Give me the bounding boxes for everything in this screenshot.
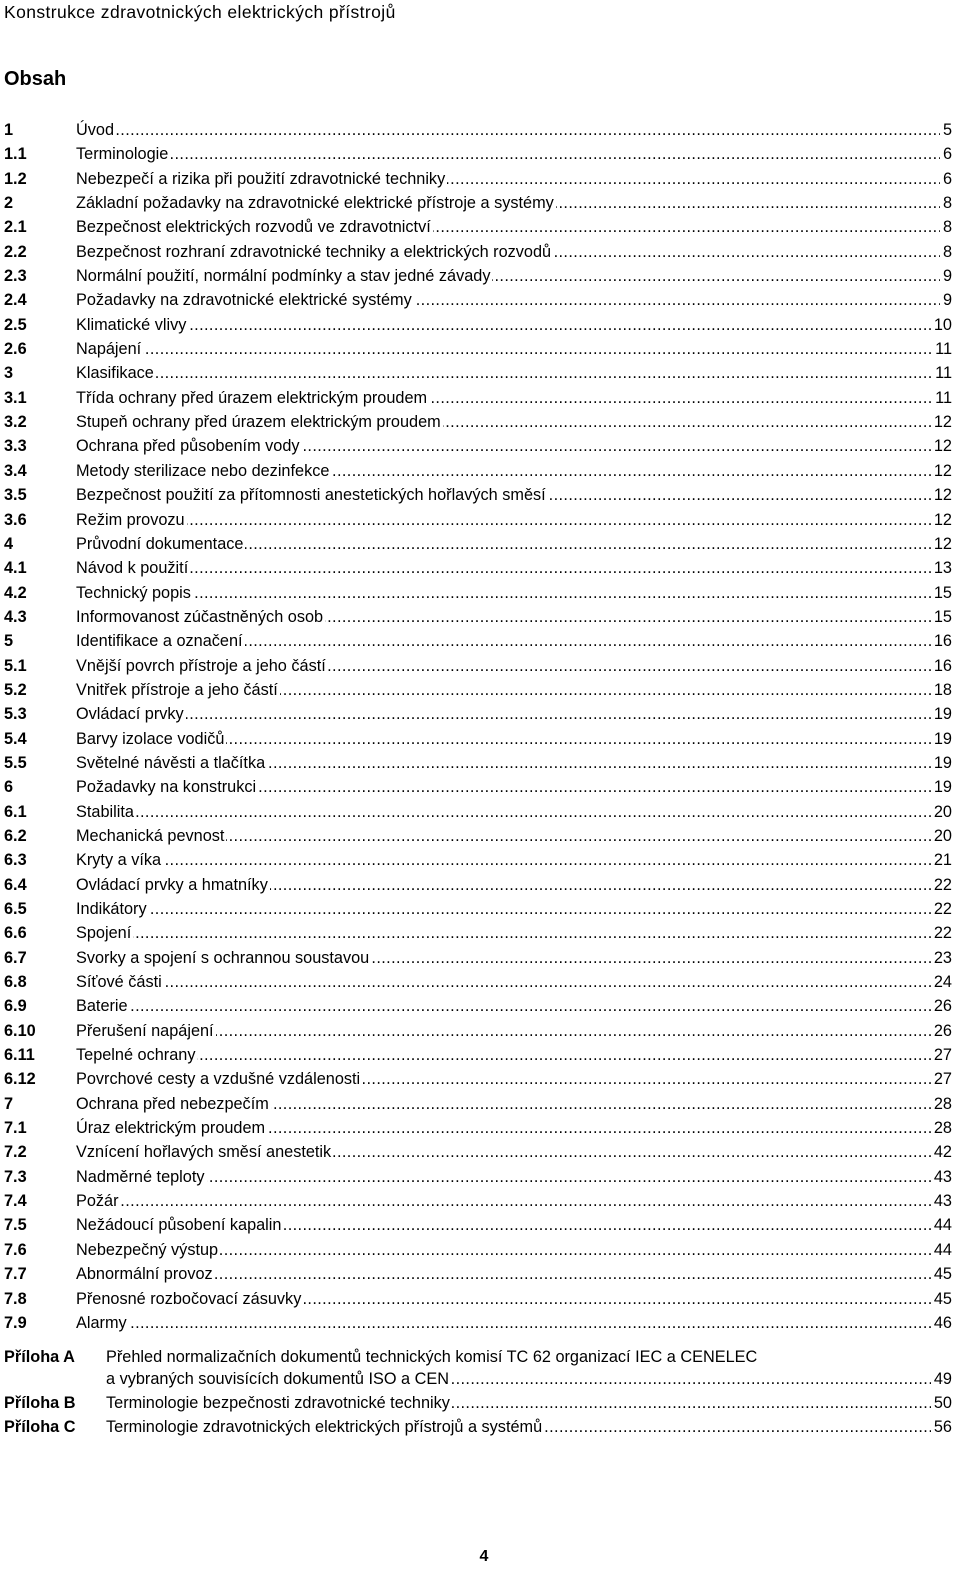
toc-entry-number: 7.6 — [4, 1240, 27, 1259]
toc-entry[interactable] — [4, 702, 952, 726]
toc-entry-label: Terminologie — [76, 145, 169, 164]
toc-entry-page: 15 — [931, 581, 952, 605]
toc-entry-page: 22 — [931, 873, 952, 897]
toc-entry[interactable] — [4, 1092, 952, 1116]
toc-entry-label: Režim provozu — [76, 510, 185, 529]
toc-entry-label: Přerušení napájení — [76, 1021, 214, 1040]
toc-entry-page: 12 — [931, 532, 952, 556]
toc-entry-leader — [76, 1043, 952, 1067]
toc-entry-number: 1 — [4, 121, 14, 139]
toc-entry[interactable] — [4, 556, 952, 580]
toc-entry-leader — [76, 1287, 952, 1311]
toc-entry-number: 6.3 — [4, 851, 27, 870]
toc-entry-page: 12 — [931, 434, 952, 458]
toc-entry-label: Bezpečnost použití za přítomnosti anestetických hořlavých směsí — [76, 486, 546, 505]
toc-entry[interactable] — [4, 337, 952, 361]
toc-entry-page: 22 — [931, 921, 952, 945]
toc-entry[interactable] — [4, 1165, 952, 1189]
toc-entry-label: Požár — [76, 1192, 119, 1211]
appendix-number: Příloha A — [4, 1348, 75, 1366]
toc-entry-label: Tepelné ochrany — [76, 1046, 196, 1065]
toc-entry-label: Úraz elektrickým proudem — [76, 1119, 266, 1138]
toc-entry-label: Povrchové cesty a vzdušné vzdálenosti — [76, 1070, 361, 1089]
toc-entry-leader — [76, 142, 952, 166]
toc-entry-label: Mechanická pevnost — [76, 826, 225, 845]
toc-entry-leader — [76, 921, 952, 945]
toc-entry-leader — [76, 775, 952, 799]
toc-entry-label: Požadavky na zdravotnické elektrické systémy — [76, 291, 412, 310]
toc-entry-leader — [76, 678, 952, 702]
toc-entry[interactable] — [4, 410, 952, 434]
toc-entry-number: 3.2 — [4, 413, 27, 432]
toc-entry-number: 2.4 — [4, 291, 27, 310]
toc-entry-page: 42 — [931, 1140, 952, 1164]
toc-entry-label: Ochrana před působením vody — [76, 437, 300, 456]
toc-entry[interactable] — [4, 581, 952, 605]
toc-entry-page: 16 — [931, 654, 952, 678]
toc-entry-number: 6.12 — [4, 1070, 36, 1089]
toc-entry[interactable] — [4, 873, 952, 897]
toc-entry-page: 26 — [931, 994, 952, 1018]
toc-entry-label: Nežádoucí působení kapalin — [76, 1216, 282, 1235]
toc-entry-leader — [76, 167, 952, 191]
toc-entry-leader — [76, 800, 952, 824]
toc-entry-number: 6.11 — [4, 1046, 35, 1065]
toc-entry[interactable] — [4, 313, 952, 337]
toc-entry[interactable] — [4, 751, 952, 775]
toc-entry[interactable] — [4, 1311, 952, 1335]
toc-entry-page: 10 — [931, 313, 952, 337]
toc-entry-label: Svorky a spojení s ochrannou soustavou — [76, 948, 370, 967]
toc-entry-page: 43 — [931, 1189, 952, 1213]
toc-entry-number: 2.5 — [4, 315, 27, 334]
toc-entry-leader — [76, 897, 952, 921]
toc-entry-leader — [76, 1019, 952, 1043]
toc-entry-number: 7.4 — [4, 1192, 27, 1211]
table-of-contents — [4, 118, 952, 1335]
appendix-page: 50 — [931, 1392, 952, 1414]
toc-entry-page: 45 — [931, 1262, 952, 1286]
toc-entry-number: 3.3 — [4, 437, 27, 456]
toc-entry-page: 6 — [940, 167, 952, 191]
toc-entry-number: 6.5 — [4, 900, 27, 918]
toc-title: Obsah — [4, 68, 67, 90]
toc-entry-number: 6.10 — [4, 1021, 36, 1040]
appendix-c[interactable] — [4, 1416, 952, 1440]
toc-entry-label: Klasifikace — [76, 364, 154, 383]
toc-entry-number: 3 — [4, 364, 14, 383]
toc-entry-leader — [76, 434, 952, 458]
toc-entry-label: Spojení — [76, 924, 132, 943]
toc-entry-number: 5 — [4, 632, 14, 651]
toc-entry-label: Nadměrné teploty — [76, 1167, 205, 1186]
toc-entry-label: Napájení — [76, 340, 142, 359]
toc-entry[interactable] — [4, 605, 952, 629]
toc-entry-page: 24 — [931, 970, 952, 994]
toc-entry-number: 6.9 — [4, 997, 27, 1016]
toc-entry[interactable] — [4, 1043, 952, 1067]
toc-entry[interactable] — [4, 1067, 952, 1091]
toc-entry-page: 5 — [940, 118, 952, 142]
toc-entry-leader — [76, 848, 952, 872]
toc-entry[interactable] — [4, 1262, 952, 1286]
toc-entry-page: 20 — [931, 824, 952, 848]
appendix-number: Příloha C — [4, 1418, 76, 1437]
toc-entry-leader — [76, 824, 952, 848]
toc-entry-label: Světelné návěsti a tlačítka — [76, 753, 266, 772]
toc-entry-label: Síťové části — [76, 973, 162, 992]
toc-entry[interactable] — [4, 434, 952, 458]
toc-entry-label: Vnitřek přístroje a jeho částí — [76, 680, 278, 699]
toc-entry-leader — [76, 240, 952, 264]
toc-entry-leader — [76, 191, 952, 215]
toc-entry[interactable] — [4, 142, 952, 166]
toc-entry-leader — [76, 483, 952, 507]
appendix-page: 56 — [931, 1416, 952, 1438]
toc-entry-page: 19 — [931, 775, 952, 799]
toc-entry-number: 2.2 — [4, 242, 27, 261]
toc-entry-number: 4.1 — [4, 559, 27, 578]
toc-entry[interactable] — [4, 1140, 952, 1164]
toc-entry-leader — [76, 946, 952, 970]
toc-entry[interactable] — [4, 1116, 952, 1140]
toc-entry-page: 11 — [932, 337, 952, 361]
toc-entry-number: 6 — [4, 778, 14, 797]
toc-entry-leader — [76, 581, 952, 605]
toc-entry-page: 44 — [931, 1213, 952, 1237]
toc-entry[interactable] — [4, 921, 952, 945]
toc-entry[interactable] — [4, 654, 952, 678]
toc-entry-number: 4.3 — [4, 607, 27, 626]
toc-entry[interactable] — [4, 1189, 952, 1213]
toc-entry-number: 7 — [4, 1094, 14, 1113]
toc-entry-number: 7.8 — [4, 1289, 27, 1308]
toc-entry-label: Abnormální provoz — [76, 1265, 213, 1284]
toc-entry-number: 6.7 — [4, 948, 27, 967]
toc-entry-leader — [76, 994, 952, 1018]
toc-entry-page: 18 — [931, 678, 952, 702]
toc-entry-label: Základní požadavky na zdravotnické elektrické přístroje a systémy — [76, 194, 554, 213]
toc-entry-number: 5.5 — [4, 753, 27, 772]
toc-entry-number: 7.9 — [4, 1313, 27, 1332]
toc-entry[interactable] — [4, 264, 952, 288]
toc-entry-leader — [76, 264, 952, 288]
toc-entry-label: Třída ochrany před úrazem elektrickým proudem — [76, 388, 428, 407]
toc-entry-label: Nebezpečí a rizika při použití zdravotnické techniky — [76, 169, 446, 188]
toc-entry-number: 3.5 — [4, 486, 27, 505]
toc-entry-leader — [76, 118, 952, 142]
toc-entry-leader — [76, 751, 952, 775]
toc-entry-label: Vnější povrch přístroje a jeho částí — [76, 656, 326, 675]
toc-entry-page: 28 — [931, 1116, 952, 1140]
toc-entry-page: 9 — [940, 264, 952, 288]
toc-entry-page: 8 — [940, 215, 952, 239]
toc-entry-number: 3.1 — [4, 388, 27, 407]
toc-entry-number: 6.4 — [4, 875, 27, 894]
toc-entry-number: 7.7 — [4, 1265, 27, 1284]
toc-entry-number: 2.1 — [4, 218, 27, 237]
toc-entry-number: 6.1 — [4, 802, 27, 821]
toc-entry-page: 19 — [931, 751, 952, 775]
toc-entry-page: 45 — [931, 1287, 952, 1311]
toc-entry-label: Návod k použití — [76, 559, 189, 578]
toc-entry-leader — [76, 654, 952, 678]
toc-entry-leader — [76, 1311, 952, 1335]
toc-entry-label: Alarmy — [76, 1313, 127, 1332]
toc-entry-number: 3.4 — [4, 461, 27, 480]
toc-entry-leader — [76, 337, 952, 361]
page-number: 4 — [479, 1548, 489, 1565]
toc-entry-page: 46 — [931, 1311, 952, 1335]
toc-entry-number: 6.8 — [4, 973, 27, 992]
toc-entry-label: Informovanost zúčastněných osob — [76, 607, 324, 626]
toc-entry-label: Klimatické vlivy — [76, 315, 187, 334]
toc-entry[interactable] — [4, 727, 952, 751]
toc-entry-page: 26 — [931, 1019, 952, 1043]
toc-entry-label: Úvod — [76, 121, 115, 139]
toc-entry-leader — [76, 556, 952, 580]
toc-entry-leader — [76, 629, 952, 653]
toc-entry[interactable] — [4, 459, 952, 483]
toc-entry-number: 7.2 — [4, 1143, 27, 1162]
toc-entry-leader — [76, 1165, 952, 1189]
toc-entry-leader — [76, 1116, 952, 1140]
toc-entry[interactable] — [4, 240, 952, 264]
toc-entry-label: Technický popis — [76, 583, 191, 602]
appendix-number: Příloha B — [4, 1394, 76, 1412]
toc-entry-page: 11 — [932, 361, 952, 385]
toc-entry-label: Identifikace a označení — [76, 632, 243, 651]
toc-entry-number: 7.1 — [4, 1119, 27, 1138]
toc-entry-label: Ochrana před nebezpečím — [76, 1094, 269, 1113]
toc-entry[interactable] — [4, 118, 952, 142]
toc-entry-leader — [76, 605, 952, 629]
appendix-page: 49 — [931, 1368, 952, 1390]
toc-entry-page: 22 — [931, 897, 952, 921]
toc-entry-page: 23 — [931, 946, 952, 970]
toc-entry-page: 19 — [931, 702, 952, 726]
toc-entry[interactable] — [4, 1213, 952, 1237]
toc-entry-leader — [76, 508, 952, 532]
toc-entry-label: Indikátory — [76, 900, 147, 918]
toc-entry-leader — [76, 1067, 952, 1091]
toc-entry-label: Baterie — [76, 997, 128, 1016]
toc-entry-label: Průvodní dokumentace — [76, 534, 244, 553]
toc-entry-number: 4 — [4, 534, 14, 553]
toc-entry-page: 13 — [931, 556, 952, 580]
toc-entry[interactable] — [4, 1287, 952, 1311]
toc-entry-label: Ovládací prvky a hmatníky — [76, 875, 268, 894]
toc-entry-label: Kryty a víka — [76, 851, 162, 870]
toc-entry[interactable] — [4, 215, 952, 239]
toc-entry[interactable] — [4, 678, 952, 702]
toc-entry-label: Nebezpečný výstup — [76, 1240, 219, 1259]
toc-entry-page: 15 — [931, 605, 952, 629]
toc-entry-number: 6.6 — [4, 924, 27, 943]
toc-entry-number: 2.6 — [4, 340, 27, 359]
toc-entry-label: Bezpečnost elektrických rozvodů ve zdravotnictví — [76, 218, 431, 237]
toc-entry-leader — [76, 313, 952, 337]
toc-entry-page: 11 — [932, 386, 952, 410]
toc-entry-leader — [76, 1238, 952, 1262]
toc-entry-leader — [76, 215, 952, 239]
toc-entry-leader — [76, 1213, 952, 1237]
toc-entry-leader — [76, 1140, 952, 1164]
toc-entry-page: 28 — [931, 1092, 952, 1116]
toc-entry[interactable] — [4, 946, 952, 970]
toc-entry-label: Požadavky na konstrukci — [76, 778, 257, 797]
toc-entry-leader — [76, 410, 952, 434]
toc-entry[interactable] — [4, 361, 952, 385]
toc-entry-number: 6.2 — [4, 826, 27, 845]
appendix-title: Přehled normalizačních dokumentů technických komisí TC 62 organizací IEC a CENELEC — [106, 1348, 758, 1366]
toc-entry-leader — [76, 1092, 952, 1116]
toc-entry[interactable] — [4, 191, 952, 215]
toc-entry-number: 7.5 — [4, 1216, 27, 1235]
toc-entry[interactable] — [4, 483, 952, 507]
toc-entry-leader — [76, 1262, 952, 1286]
toc-entry-leader — [76, 288, 952, 312]
toc-entry[interactable] — [4, 800, 952, 824]
appendix-b[interactable] — [4, 1392, 952, 1416]
toc-entry-leader — [76, 532, 952, 556]
toc-entry-page: 20 — [931, 800, 952, 824]
appendix-title: Terminologie bezpečnosti zdravotnické techniky — [106, 1394, 450, 1412]
toc-entry-label: Metody sterilizace nebo dezinfekce — [76, 461, 330, 480]
toc-entry-label: Vznícení hořlavých směsí anestetik — [76, 1143, 332, 1162]
toc-entry-number: 5.2 — [4, 680, 27, 699]
toc-entry[interactable] — [4, 1019, 952, 1043]
appendix-title: Terminologie zdravotnických elektrických přístrojů a systémů — [106, 1418, 543, 1437]
toc-entry-label: Přenosné rozbočovací zásuvky — [76, 1289, 302, 1308]
toc-entry[interactable] — [4, 629, 952, 653]
toc-entry-page: 9 — [940, 288, 952, 312]
appendix-title-continued: a vybraných souvisících dokumentů ISO a CEN — [106, 1370, 449, 1388]
toc-entry-page: 27 — [931, 1043, 952, 1067]
toc-entry-number: 3.6 — [4, 510, 27, 529]
toc-entry-leader — [76, 459, 952, 483]
toc-entry-number: 1.1 — [4, 145, 27, 164]
running-header: Konstrukce zdravotnických elektrických přístrojů — [4, 2, 396, 22]
toc-entry[interactable] — [4, 386, 952, 410]
appendix-a[interactable] — [4, 1346, 952, 1390]
toc-entry-number: 4.2 — [4, 583, 27, 602]
toc-entry-leader — [76, 702, 952, 726]
toc-entry-page: 8 — [940, 191, 952, 215]
toc-entry-page: 8 — [940, 240, 952, 264]
toc-entry-page: 12 — [931, 410, 952, 434]
toc-entry-number: 1.2 — [4, 169, 27, 188]
toc-entry-label: Bezpečnost rozhraní zdravotnické techniky a elektrických rozvodů — [76, 242, 552, 261]
toc-entry-page: 12 — [931, 508, 952, 532]
toc-entry[interactable] — [4, 532, 952, 556]
toc-entry[interactable] — [4, 970, 952, 994]
toc-entry-leader — [76, 1189, 952, 1213]
toc-entry-number: 2 — [4, 194, 14, 213]
toc-entry-page: 21 — [931, 848, 952, 872]
toc-entry-page: 12 — [931, 459, 952, 483]
toc-entry-page: 16 — [931, 629, 952, 653]
toc-entry-page: 27 — [931, 1067, 952, 1091]
toc-entry[interactable] — [4, 994, 952, 1018]
toc-entry-page: 43 — [931, 1165, 952, 1189]
toc-entry-leader — [76, 386, 952, 410]
toc-entry[interactable] — [4, 897, 952, 921]
toc-entry-leader — [76, 970, 952, 994]
toc-entry-number: 5.3 — [4, 705, 27, 724]
toc-entry-number: 2.3 — [4, 267, 27, 286]
toc-entry-page: 12 — [931, 483, 952, 507]
toc-entry-label: Stupeň ochrany před úrazem elektrickým proudem — [76, 413, 441, 432]
toc-entry[interactable] — [4, 824, 952, 848]
toc-entry-leader — [76, 361, 952, 385]
toc-entry-label: Barvy izolace vodičů — [76, 729, 225, 748]
toc-entry-leader — [76, 873, 952, 897]
appendices-list — [4, 1346, 952, 1441]
toc-entry-page: 6 — [940, 142, 952, 166]
toc-entry[interactable] — [4, 1238, 952, 1262]
toc-entry[interactable] — [4, 167, 952, 191]
toc-entry[interactable] — [4, 775, 952, 799]
toc-entry-number: 5.4 — [4, 729, 27, 748]
toc-entry[interactable] — [4, 288, 952, 312]
toc-entry[interactable] — [4, 508, 952, 532]
toc-entry-leader — [76, 727, 952, 751]
toc-entry-number: 7.3 — [4, 1167, 27, 1186]
toc-entry-label: Stabilita — [76, 802, 134, 821]
toc-entry-page: 19 — [931, 727, 952, 751]
toc-entry-number: 5.1 — [4, 656, 27, 675]
toc-entry-page: 44 — [931, 1238, 952, 1262]
toc-entry[interactable] — [4, 848, 952, 872]
toc-entry-label: Normální použití, normální podmínky a stav jedné závady — [76, 267, 491, 286]
toc-entry-label: Ovládací prvky — [76, 705, 184, 724]
